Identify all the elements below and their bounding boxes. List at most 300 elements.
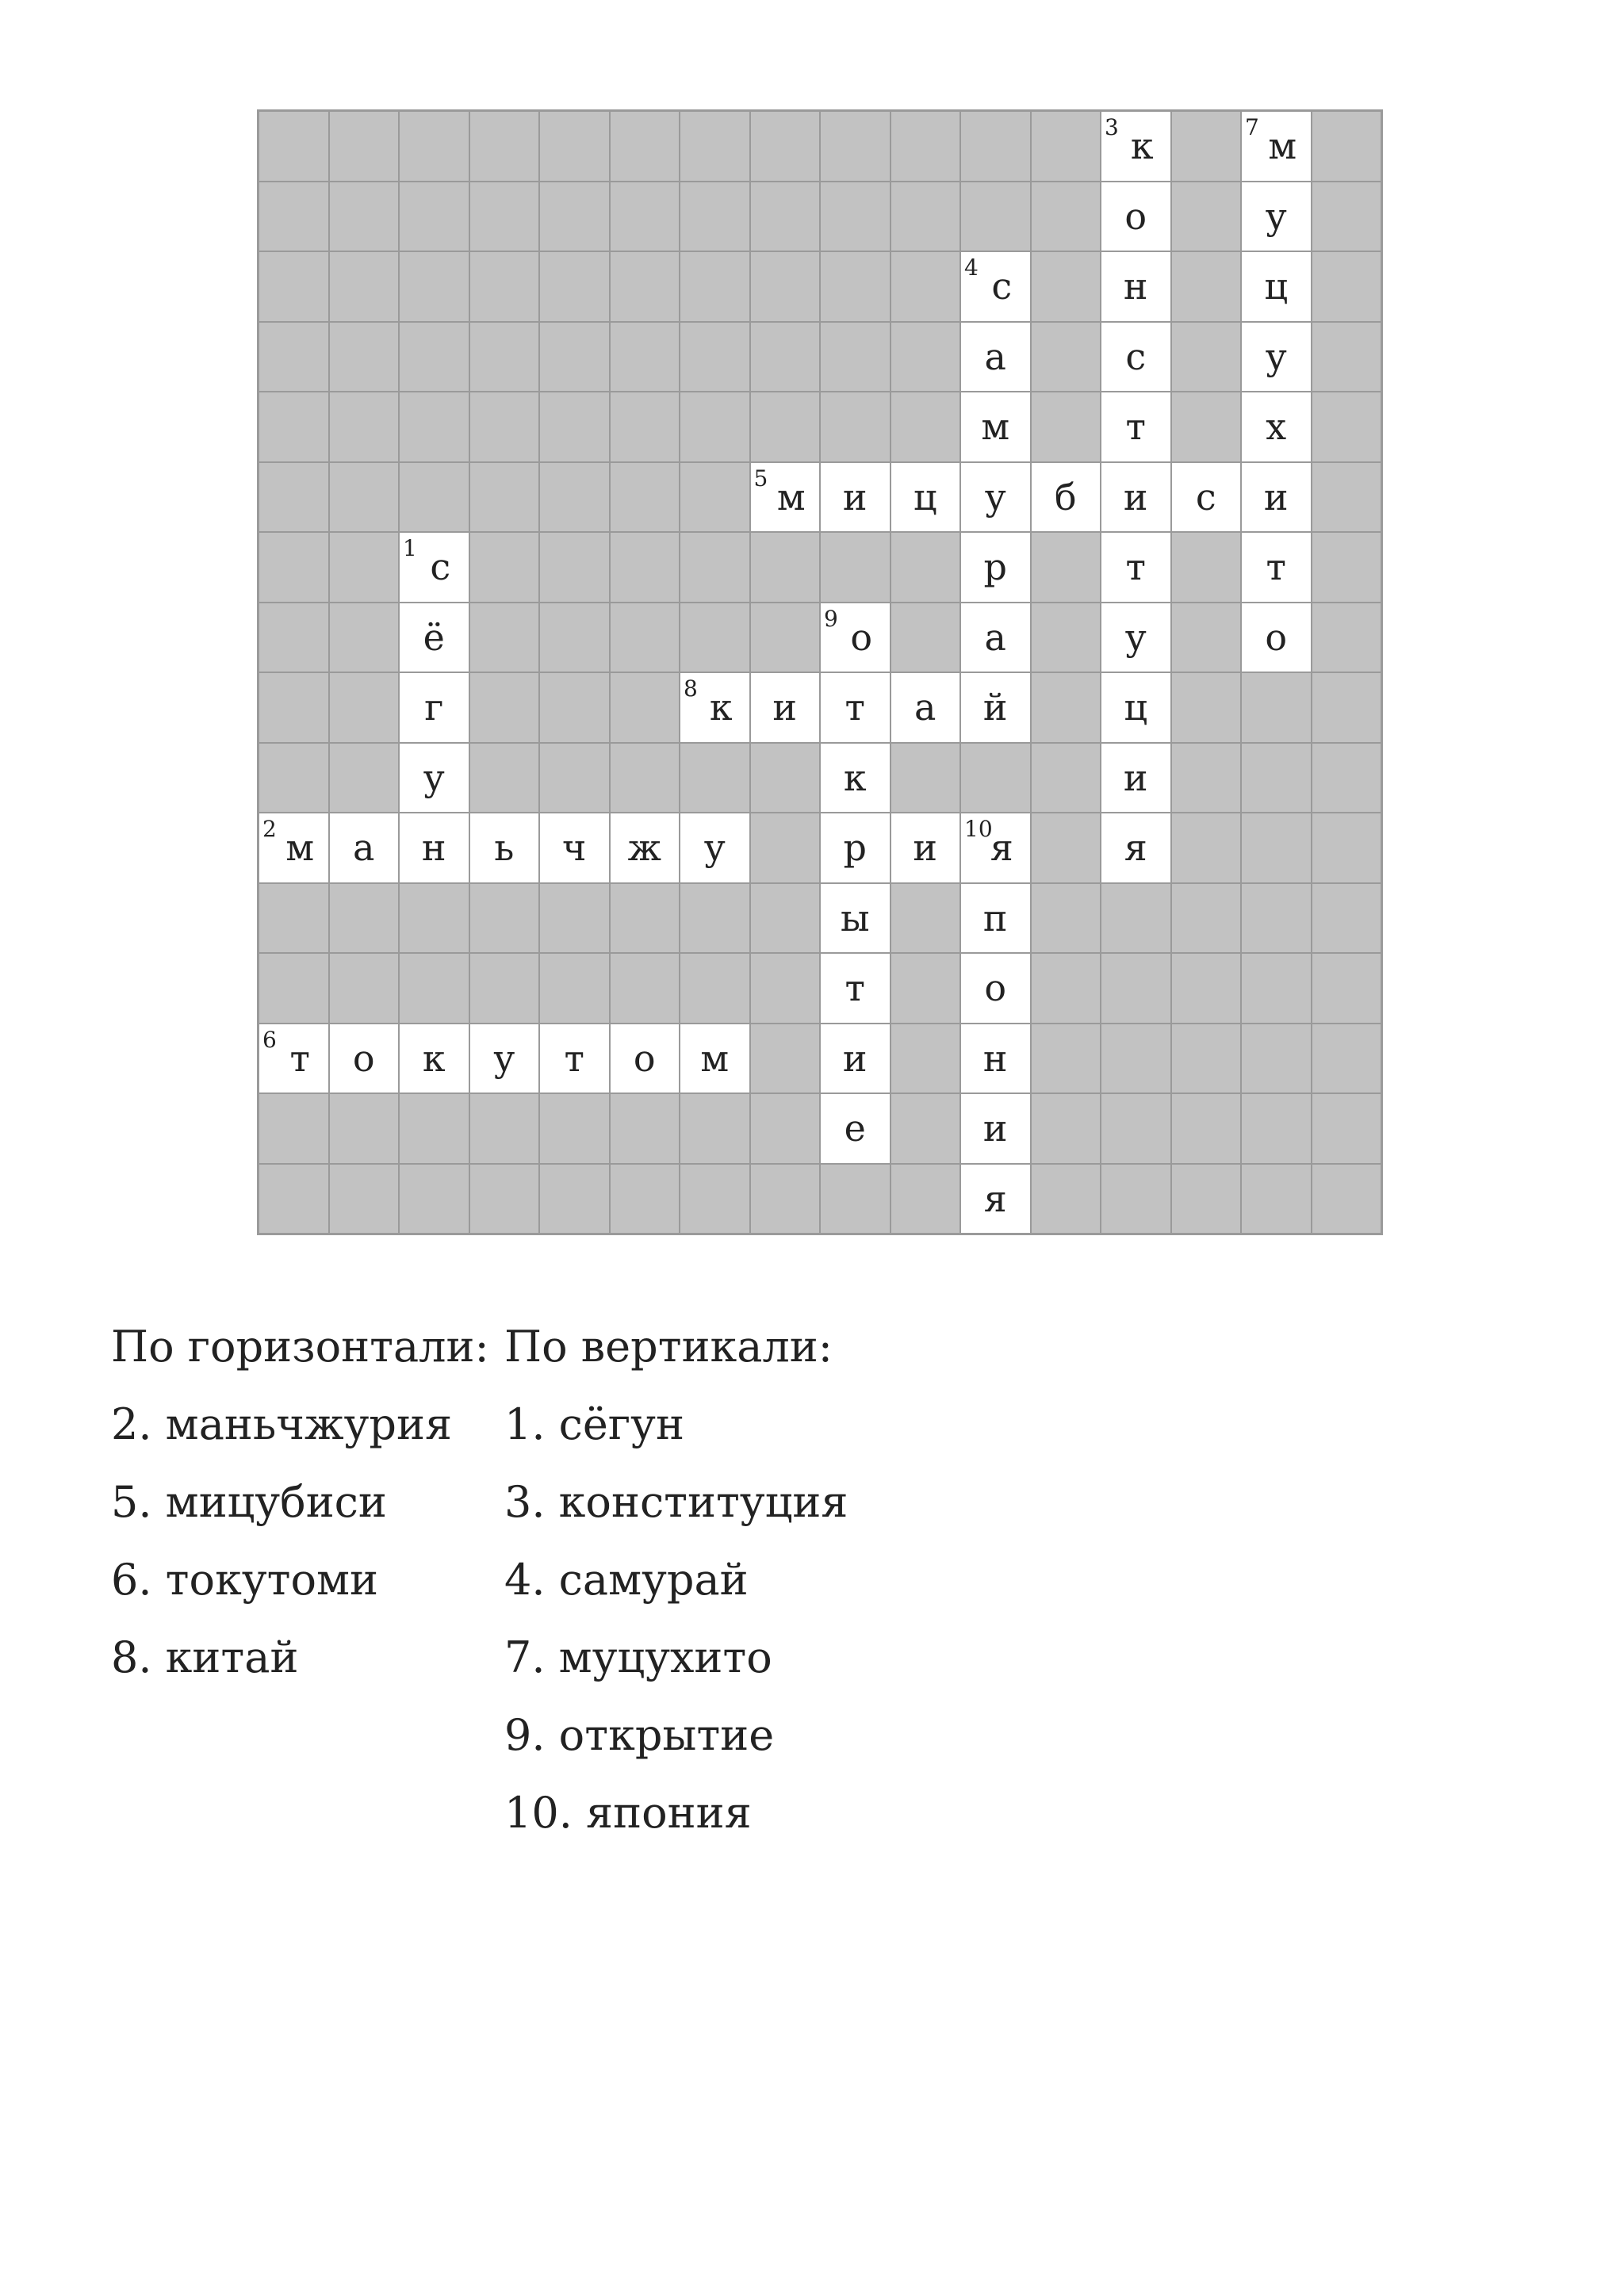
blocked-cell xyxy=(399,322,469,392)
cell-letter: т xyxy=(1266,545,1286,589)
crossword-cell xyxy=(1241,603,1312,673)
cell-letter: о xyxy=(850,615,873,659)
blocked-cell xyxy=(680,251,750,322)
crossword-cell xyxy=(1101,532,1171,603)
blocked-cell xyxy=(750,603,821,673)
crossword-cell xyxy=(610,813,680,883)
blocked-cell xyxy=(259,392,329,462)
clue-number: 3 xyxy=(1105,114,1119,140)
blocked-cell xyxy=(680,883,750,954)
crossword-cell xyxy=(1101,462,1171,533)
across-clue: 2. маньчжурия xyxy=(111,1399,453,1449)
blocked-cell xyxy=(891,883,961,954)
crossword-cell xyxy=(1101,251,1171,322)
crossword-cell xyxy=(680,813,750,883)
blocked-cell xyxy=(610,1093,680,1164)
clue-number: 1 xyxy=(403,535,417,561)
blocked-cell xyxy=(259,182,329,252)
blocked-cell xyxy=(820,251,891,322)
blocked-cell xyxy=(469,322,540,392)
blocked-cell xyxy=(1312,743,1382,813)
cell-letter: м xyxy=(700,1036,730,1080)
blocked-cell xyxy=(750,953,821,1024)
crossword-cell xyxy=(820,953,891,1024)
blocked-cell xyxy=(1241,1093,1312,1164)
cell-letter: м xyxy=(981,405,1010,449)
blocked-cell xyxy=(1101,1164,1171,1234)
down-clue: 4. самурай xyxy=(504,1555,749,1605)
blocked-cell xyxy=(610,462,680,533)
blocked-cell xyxy=(329,182,400,252)
blocked-cell xyxy=(1031,182,1101,252)
down-clue: 9. открытие xyxy=(504,1710,775,1760)
cell-letter: и xyxy=(772,686,798,729)
crossword-cell xyxy=(960,532,1031,603)
blocked-cell xyxy=(259,672,329,743)
blocked-cell xyxy=(469,392,540,462)
cell-letter: о xyxy=(633,1036,656,1080)
cell-letter: и xyxy=(842,1036,868,1080)
down-clues xyxy=(504,1308,848,1852)
blocked-cell xyxy=(750,813,821,883)
blocked-cell xyxy=(539,462,610,533)
blocked-cell xyxy=(1031,1024,1101,1094)
blocked-cell xyxy=(329,532,400,603)
blocked-cell xyxy=(329,883,400,954)
blocked-cell xyxy=(1031,322,1101,392)
blocked-cell xyxy=(1171,1093,1242,1164)
blocked-cell xyxy=(610,953,680,1024)
cell-letter: т xyxy=(1125,405,1146,449)
cell-letter: с xyxy=(991,265,1013,308)
blocked-cell xyxy=(329,743,400,813)
crossword-cell xyxy=(960,1024,1031,1094)
blocked-cell xyxy=(1171,672,1242,743)
crossword-cell xyxy=(539,1024,610,1094)
blocked-cell xyxy=(1031,1164,1101,1234)
cell-letter: у xyxy=(984,475,1006,519)
cell-letter: у xyxy=(1265,194,1287,238)
blocked-cell xyxy=(960,111,1031,182)
cell-letter: ц xyxy=(1264,265,1289,308)
crossword-cell xyxy=(1241,182,1312,252)
across-heading: По горизонтали: xyxy=(111,1322,489,1372)
blocked-cell xyxy=(469,1093,540,1164)
blocked-cell xyxy=(680,462,750,533)
cell-letter: р xyxy=(843,826,867,870)
down-clue: 10. япония xyxy=(504,1788,752,1838)
blocked-cell xyxy=(329,111,400,182)
blocked-cell xyxy=(1171,322,1242,392)
blocked-cell xyxy=(610,883,680,954)
blocked-cell xyxy=(1031,813,1101,883)
crossword-cell xyxy=(1101,813,1171,883)
blocked-cell xyxy=(399,1093,469,1164)
blocked-cell xyxy=(1031,953,1101,1024)
blocked-cell xyxy=(680,1164,750,1234)
crossword-cell xyxy=(960,603,1031,673)
crossword-cell xyxy=(960,322,1031,392)
blocked-cell xyxy=(1312,603,1382,673)
blocked-cell xyxy=(1312,462,1382,533)
blocked-cell xyxy=(820,322,891,392)
crossword-cell xyxy=(960,1093,1031,1164)
blocked-cell xyxy=(891,322,961,392)
blocked-cell xyxy=(469,111,540,182)
crossword-cell xyxy=(1241,251,1312,322)
crossword-cell xyxy=(1241,462,1312,533)
blocked-cell xyxy=(1312,111,1382,182)
blocked-cell xyxy=(891,603,961,673)
blocked-cell xyxy=(539,1164,610,1234)
clue-number: 7 xyxy=(1245,114,1259,140)
blocked-cell xyxy=(399,953,469,1024)
blocked-cell xyxy=(750,182,821,252)
blocked-cell xyxy=(1312,392,1382,462)
blocked-cell xyxy=(1031,883,1101,954)
cell-letter: с xyxy=(1125,335,1147,378)
crossword-cell xyxy=(1101,111,1171,182)
blocked-cell xyxy=(1312,1164,1382,1234)
cell-letter: н xyxy=(421,826,446,870)
blocked-cell xyxy=(1171,1164,1242,1234)
blocked-cell xyxy=(259,1093,329,1164)
blocked-cell xyxy=(891,251,961,322)
blocked-cell xyxy=(469,603,540,673)
blocked-cell xyxy=(891,743,961,813)
blocked-cell xyxy=(610,603,680,673)
clue-number: 4 xyxy=(964,254,979,281)
blocked-cell xyxy=(750,743,821,813)
blocked-cell xyxy=(539,743,610,813)
blocked-cell xyxy=(1171,743,1242,813)
blocked-cell xyxy=(259,462,329,533)
blocked-cell xyxy=(1312,182,1382,252)
blocked-cell xyxy=(539,603,610,673)
blocked-cell xyxy=(329,392,400,462)
blocked-cell xyxy=(1101,1093,1171,1164)
blocked-cell xyxy=(610,182,680,252)
blocked-cell xyxy=(820,392,891,462)
crossword-cell xyxy=(1101,672,1171,743)
blocked-cell xyxy=(750,251,821,322)
crossword-cell xyxy=(539,813,610,883)
crossword-cell xyxy=(680,1024,750,1094)
blocked-cell xyxy=(329,603,400,673)
down-heading: По вертикали: xyxy=(504,1322,833,1372)
blocked-cell xyxy=(891,532,961,603)
blocked-cell xyxy=(820,111,891,182)
blocked-cell xyxy=(539,532,610,603)
cell-letter: о xyxy=(1265,615,1288,659)
blocked-cell xyxy=(680,1093,750,1164)
crossword-cell xyxy=(750,672,821,743)
crossword-cell xyxy=(399,603,469,673)
crossword-cell xyxy=(399,1024,469,1094)
blocked-cell xyxy=(1171,1024,1242,1094)
cell-letter: р xyxy=(983,545,1007,589)
blocked-cell xyxy=(820,1164,891,1234)
blocked-cell xyxy=(1171,883,1242,954)
crossword-cell xyxy=(1241,392,1312,462)
blocked-cell xyxy=(1171,532,1242,603)
blocked-cell xyxy=(1171,392,1242,462)
crossword-cell xyxy=(1101,322,1171,392)
cell-letter: м xyxy=(1268,124,1297,168)
blocked-cell xyxy=(1101,883,1171,954)
blocked-cell xyxy=(610,392,680,462)
cell-letter: а xyxy=(984,335,1006,378)
blocked-cell xyxy=(891,111,961,182)
blocked-cell xyxy=(1312,251,1382,322)
cell-letter: у xyxy=(423,756,445,799)
blocked-cell xyxy=(259,953,329,1024)
blocked-cell xyxy=(539,953,610,1024)
blocked-cell xyxy=(539,392,610,462)
crossword-cell xyxy=(960,953,1031,1024)
crossword-cell xyxy=(469,1024,540,1094)
blocked-cell xyxy=(469,532,540,603)
cell-letter: у xyxy=(1124,615,1147,659)
crossword-cell xyxy=(820,813,891,883)
blocked-cell xyxy=(469,182,540,252)
blocked-cell xyxy=(399,251,469,322)
cell-letter: у xyxy=(1265,335,1287,378)
blocked-cell xyxy=(1101,953,1171,1024)
cell-letter: ё xyxy=(423,615,445,659)
blocked-cell xyxy=(750,322,821,392)
blocked-cell xyxy=(680,743,750,813)
crossword-cell xyxy=(960,1164,1031,1234)
blocked-cell xyxy=(469,1164,540,1234)
blocked-cell xyxy=(469,743,540,813)
crossword-cell xyxy=(820,603,891,673)
blocked-cell xyxy=(820,182,891,252)
crossword-cell xyxy=(891,672,961,743)
crossword-cell xyxy=(680,672,750,743)
blocked-cell xyxy=(1031,392,1101,462)
cell-letter: к xyxy=(422,1036,446,1080)
blocked-cell xyxy=(329,953,400,1024)
down-clue: 7. муцухито xyxy=(504,1632,772,1682)
cell-letter: а xyxy=(353,826,375,870)
crossword-cell xyxy=(891,462,961,533)
crossword-cell xyxy=(1101,743,1171,813)
blocked-cell xyxy=(750,111,821,182)
crossword-cell xyxy=(960,251,1031,322)
cell-letter: у xyxy=(703,826,726,870)
blocked-cell xyxy=(1171,813,1242,883)
cell-letter: о xyxy=(1124,194,1147,238)
blocked-cell xyxy=(610,1164,680,1234)
crossword-cell xyxy=(820,462,891,533)
cell-letter: и xyxy=(1263,475,1289,519)
crossword-cell xyxy=(1031,462,1101,533)
blocked-cell xyxy=(680,953,750,1024)
blocked-cell xyxy=(259,111,329,182)
blocked-cell xyxy=(259,251,329,322)
blocked-cell xyxy=(1312,672,1382,743)
blocked-cell xyxy=(1241,883,1312,954)
crossword-cell xyxy=(820,1024,891,1094)
blocked-cell xyxy=(399,883,469,954)
blocked-cell xyxy=(750,1093,821,1164)
blocked-cell xyxy=(469,672,540,743)
blocked-cell xyxy=(469,883,540,954)
blocked-cell xyxy=(680,532,750,603)
blocked-cell xyxy=(399,182,469,252)
cell-letter: и xyxy=(982,1107,1008,1150)
blocked-cell xyxy=(750,532,821,603)
cell-letter: м xyxy=(776,475,806,519)
down-clue: 1. сёгун xyxy=(504,1399,684,1449)
crossword-cell xyxy=(1101,392,1171,462)
crossword-cell xyxy=(329,813,400,883)
cell-letter: ы xyxy=(840,896,870,939)
blocked-cell xyxy=(1031,672,1101,743)
blocked-cell xyxy=(680,322,750,392)
blocked-cell xyxy=(1312,1093,1382,1164)
blocked-cell xyxy=(680,603,750,673)
blocked-cell xyxy=(329,1093,400,1164)
crossword-cell xyxy=(469,813,540,883)
across-clue: 6. токутоми xyxy=(111,1555,378,1605)
cell-letter: к xyxy=(843,756,867,799)
cell-letter: т xyxy=(845,686,865,729)
clue-number: 6 xyxy=(262,1026,277,1053)
cell-letter: а xyxy=(984,615,1006,659)
cell-letter: ж xyxy=(627,826,661,870)
crossword-cell xyxy=(399,813,469,883)
crossword-cell xyxy=(820,883,891,954)
blocked-cell xyxy=(539,672,610,743)
blocked-cell xyxy=(891,953,961,1024)
blocked-cell xyxy=(1101,1024,1171,1094)
blocked-cell xyxy=(539,182,610,252)
crossword-cell xyxy=(1241,111,1312,182)
blocked-cell xyxy=(329,462,400,533)
cell-letter: т xyxy=(289,1036,310,1080)
blocked-cell xyxy=(399,392,469,462)
blocked-cell xyxy=(329,672,400,743)
cell-letter: с xyxy=(430,545,451,589)
blocked-cell xyxy=(259,883,329,954)
blocked-cell xyxy=(1171,111,1242,182)
blocked-cell xyxy=(539,251,610,322)
cell-letter: н xyxy=(982,1036,1008,1080)
cell-letter: б xyxy=(1054,475,1077,519)
blocked-cell xyxy=(539,322,610,392)
blocked-cell xyxy=(1312,532,1382,603)
blocked-cell xyxy=(680,182,750,252)
blocked-cell xyxy=(259,1164,329,1234)
cell-letter: и xyxy=(842,475,868,519)
crossword-cell xyxy=(399,532,469,603)
clue-number: 5 xyxy=(753,465,768,492)
crossword-cell xyxy=(960,813,1031,883)
cell-letter: т xyxy=(564,1036,584,1080)
blocked-cell xyxy=(1312,883,1382,954)
blocked-cell xyxy=(750,1024,821,1094)
blocked-cell xyxy=(259,322,329,392)
crossword-cell xyxy=(259,813,329,883)
blocked-cell xyxy=(610,322,680,392)
blocked-cell xyxy=(891,1024,961,1094)
blocked-cell xyxy=(610,672,680,743)
crossword-cell xyxy=(960,392,1031,462)
crossword-cell xyxy=(259,1024,329,1094)
blocked-cell xyxy=(329,1164,400,1234)
crossword-cell xyxy=(820,743,891,813)
blocked-cell xyxy=(539,111,610,182)
cell-letter: я xyxy=(983,1177,1007,1220)
cell-letter: к xyxy=(1130,124,1154,168)
blocked-cell xyxy=(1031,1093,1101,1164)
blocked-cell xyxy=(680,111,750,182)
blocked-cell xyxy=(1241,672,1312,743)
blocked-cell xyxy=(1171,603,1242,673)
crossword-cell xyxy=(1101,182,1171,252)
blocked-cell xyxy=(259,532,329,603)
blocked-cell xyxy=(469,953,540,1024)
cell-letter: а xyxy=(914,686,936,729)
blocked-cell xyxy=(539,1093,610,1164)
blocked-cell xyxy=(1171,953,1242,1024)
across-clue: 5. мицубиси xyxy=(111,1477,387,1527)
cell-letter: ц xyxy=(1124,686,1148,729)
clue-number: 9 xyxy=(824,605,838,632)
cell-letter: и xyxy=(1123,756,1148,799)
blocked-cell xyxy=(1241,813,1312,883)
cell-letter: я xyxy=(1124,826,1147,870)
cell-letter: о xyxy=(984,966,1007,1010)
across-clues xyxy=(111,1308,489,1697)
blocked-cell xyxy=(960,743,1031,813)
crossword-cell xyxy=(1241,322,1312,392)
blocked-cell xyxy=(1031,743,1101,813)
blocked-cell xyxy=(750,883,821,954)
blocked-cell xyxy=(259,603,329,673)
blocked-cell xyxy=(399,1164,469,1234)
blocked-cell xyxy=(891,1164,961,1234)
blocked-cell xyxy=(610,111,680,182)
blocked-cell xyxy=(610,743,680,813)
clue-number: 2 xyxy=(262,816,277,842)
cell-letter: о xyxy=(352,1036,375,1080)
crossword-cell xyxy=(750,462,821,533)
cell-letter: е xyxy=(844,1107,866,1150)
blocked-cell xyxy=(891,1093,961,1164)
crossword-cell xyxy=(960,462,1031,533)
cell-letter: х xyxy=(1266,405,1287,449)
cell-letter: и xyxy=(913,826,938,870)
crossword-cell xyxy=(960,883,1031,954)
blocked-cell xyxy=(1031,603,1101,673)
down-clue: 3. конституция xyxy=(504,1477,848,1527)
blocked-cell xyxy=(1241,1024,1312,1094)
blocked-cell xyxy=(399,111,469,182)
blocked-cell xyxy=(469,251,540,322)
blocked-cell xyxy=(1031,251,1101,322)
blocked-cell xyxy=(750,1164,821,1234)
crossword-cell xyxy=(399,743,469,813)
cell-letter: н xyxy=(1123,265,1148,308)
crossword-cell xyxy=(960,672,1031,743)
cell-letter: к xyxy=(709,686,733,729)
blocked-cell xyxy=(610,532,680,603)
cell-letter: ч xyxy=(562,826,587,870)
blocked-cell xyxy=(539,883,610,954)
